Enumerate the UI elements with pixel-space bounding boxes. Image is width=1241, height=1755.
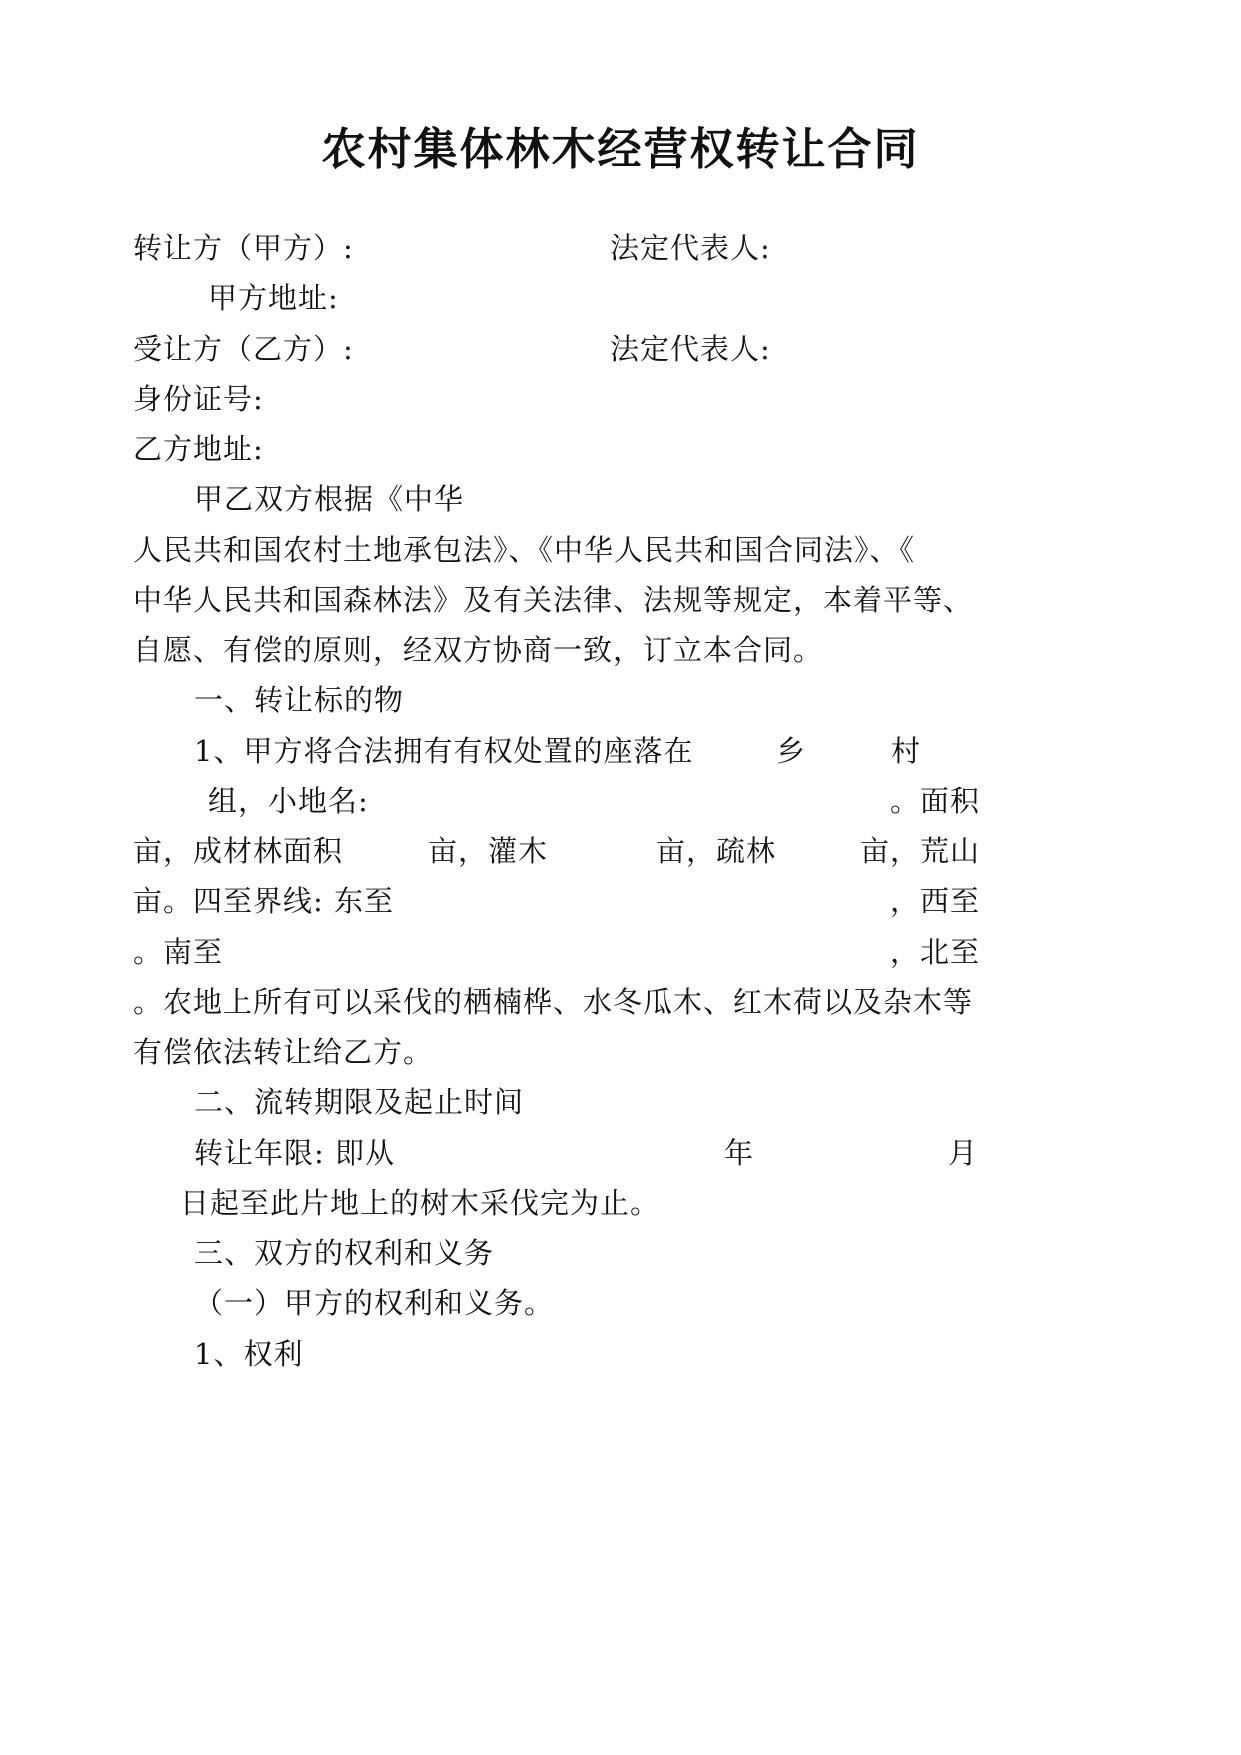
boundary-west-label: ，西至 [890, 884, 981, 918]
xiang-label: 乡 [776, 734, 807, 768]
sparse-forest-label: 亩，疏林 [656, 834, 777, 868]
party-b-address-label: 乙方地址: [133, 432, 264, 466]
barren-hill-label: 亩，荒山 [860, 834, 981, 868]
section-3-heading: 三、双方的权利和义务 [194, 1236, 495, 1270]
section-1-heading: 一、转让标的物 [194, 683, 405, 717]
timber-area-label: 亩，成材林面积 [133, 834, 344, 868]
document-title: 农村集体林木经营权转让合同 [321, 124, 920, 175]
boundary-south-label: 。南至 [133, 935, 224, 969]
party-a-rep-label: 法定代表人: [610, 231, 771, 265]
term-end-line: 日起至此片地上的树木采伐完为止。 [180, 1186, 661, 1220]
area-label: 。面积 [890, 784, 981, 818]
section-3-sub-1: （一）甲方的权利和义务。 [194, 1286, 555, 1320]
year-label: 年 [724, 1136, 755, 1170]
party-a-label: 转让方（甲方）: [133, 231, 354, 265]
trees-line: 。农地上所有可以采伐的栖楠桦、水冬瓜木、红木荷以及杂木等 [133, 985, 974, 1019]
term-label: 转让年限: 即从 [194, 1136, 395, 1170]
preamble-line-4: 自愿、有偿的原则，经双方协商一致，订立本合同。 [133, 633, 824, 667]
party-b-rep-label: 法定代表人: [610, 332, 771, 366]
party-b-label: 受让方（乙方）: [133, 332, 354, 366]
boundary-north-label: ，北至 [890, 935, 981, 969]
zu-label: 组，小地名: [208, 784, 369, 818]
preamble-line-2: 人民共和国农村土地承包法》、《中华人民共和国合同法》、《 [133, 533, 916, 567]
preamble-line-3: 中华人民共和国森林法》及有关法律、法规等规定，本着平等、 [133, 583, 974, 617]
party-a-address-label: 甲方地址: [208, 281, 339, 315]
section-2-heading: 二、流转期限及起止时间 [194, 1085, 525, 1119]
boundary-east-label: 亩。四至界线: 东至 [133, 884, 394, 918]
shrub-label: 亩，灌木 [428, 834, 549, 868]
party-b-id-label: 身份证号: [133, 382, 264, 416]
cun-label: 村 [891, 734, 922, 768]
rights-heading: 1、权利 [194, 1337, 304, 1371]
preamble-line-1: 甲乙双方根据《中华 [194, 482, 465, 516]
transfer-line: 有偿依法转让给乙方。 [133, 1035, 434, 1069]
month-label: 月 [948, 1136, 979, 1170]
section-1-item-1: 1、甲方将合法拥有有权处置的座落在 [194, 734, 694, 768]
